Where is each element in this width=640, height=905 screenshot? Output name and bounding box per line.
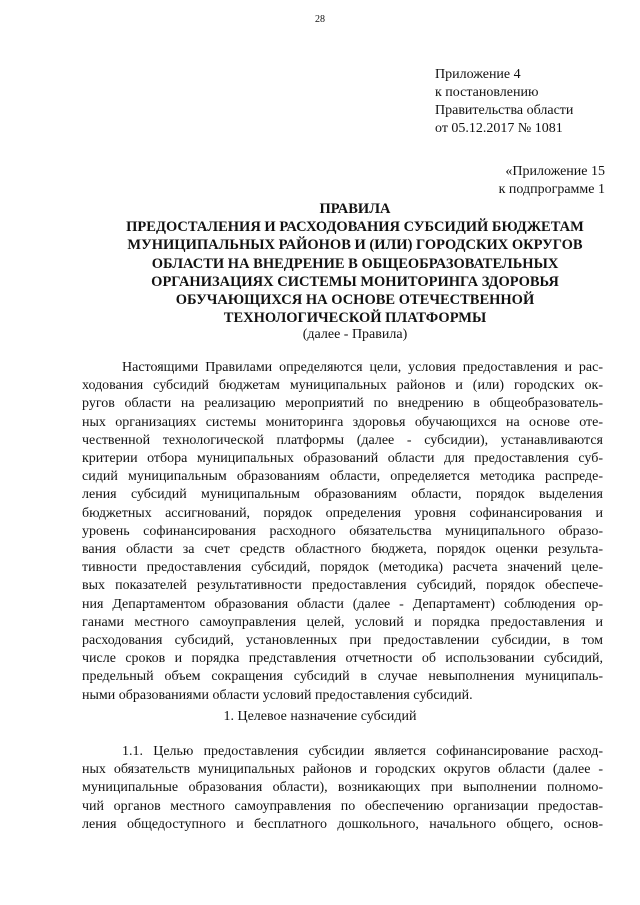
document-title [95,200,615,327]
appendix-line: Приложение 4 [435,67,521,82]
paragraph-line: муниципальные образования области), возникающих при выполнении полномо- [82,780,603,796]
paragraph-line: критерии отбора муниципальных образований области для предоставления суб- [82,451,603,467]
title-line: ОБЛАСТИ НА ВНЕДРЕНИЕ В ОБЩЕОБРАЗОВАТЕЛЬНЫХ [151,255,559,272]
paragraph-line: 1.1. Целью предоставления субсидии является софинансирование расход- [122,744,603,759]
paragraph-line: ных обязательств муниципальных районов и городских округов области (далее - [82,762,603,778]
title-line: ТЕХНОЛОГИЧЕСКОЙ ПЛАТФОРМЫ [223,310,487,327]
appendix-reference [435,66,573,138]
intro-paragraph [82,359,603,705]
section-paragraph [82,743,603,834]
paragraph-line: чий органов местного самоуправления по обеспечению организации предостав- [82,798,603,814]
paragraph-line: тивности предоставления субсидий, порядок (методика) расчета значений целе- [82,560,603,576]
title-line: ПРЕДОСТАЛЕНИЯ И РАСХОДОВАНИЯ СУБСИДИЙ БЮДЖЕТАМ [126,219,584,236]
title-note: (далее - Правила) [302,327,408,342]
paragraph-line: ходования субсидий бюджетам муниципальных районов и (или) городских ок- [82,378,603,394]
paragraph-line: чественной технологической платформы (далее - субсидии), устанавливаются [82,432,603,448]
paragraph-line: ния Департаментом образования области (далее - Департамент) соблюдения ор- [82,596,603,612]
sub-appendix-line: «Приложение 15 [505,164,605,179]
paragraph-line: предельный объем сокращения субсидий в случае невыполнения муниципаль- [82,669,603,685]
appendix-line: Правительства области [435,103,574,118]
paragraph-line: вания области за счет средств областного бюджета, порядок оценки результа- [82,542,603,558]
paragraph-line: ганами местного самоуправления целей, условий и порядка предоставления и [82,614,603,630]
paragraph-line: ными образованиями области условий предоставления субсидий. [82,687,473,703]
paragraph-line: ления субсидий муниципальным образованиям области, порядок выделения [82,487,603,503]
title-line: ПРАВИЛА [319,201,391,217]
section-heading: 1. Целевое назначение субсидий [223,709,417,724]
sub-appendix-line: к подпрограмме 1 [498,182,605,197]
appendix-line: к постановлению [435,85,539,100]
paragraph-line: Настоящими Правилами определяются цели, условия предоставления и рас- [122,360,603,375]
paragraph-line: вых показателей результативности предоставления субсидий, порядок обеспече- [82,578,603,594]
page-number: 28 [315,14,325,25]
paragraph-line: ных организациях системы мониторинга здоровья обучающихся на основе оте- [82,414,603,430]
paragraph-line: ления общедоступного и бесплатного дошкольного, начального общего, основ- [82,816,603,832]
paragraph-line: ругов области на реализацию мероприятий по внедрению в общеобразователь- [82,396,603,412]
title-line: ОРГАНИЗАЦИЯХ СИСТЕМЫ МОНИТОРИНГА ЗДОРОВЬЯ [151,273,559,290]
title-line: ОБУЧАЮЩИХСЯ НА ОСНОВЕ ОТЕЧЕСТВЕННОЙ [175,292,535,309]
sub-appendix-reference [499,163,605,199]
paragraph-line: бюджетных ассигнований, порядок определения уровня софинансирования и [82,505,603,521]
title-line: МУНИЦИПАЛЬНЫХ РАЙОНОВ И (ИЛИ) ГОРОДСКИХ ОКРУГОВ [127,237,583,254]
paragraph-line: расходования субсидий, установленных при предоставлении субсидии, в том [82,633,603,649]
paragraph-line: сидий муниципальным образованиям области, определяется методика распреде- [82,469,603,485]
paragraph-line: числе сроков и порядка представления отчетности об использовании субсидий, [82,651,603,667]
paragraph-line: уровень софинансирования расходного обязательства муниципального образо- [82,523,603,539]
appendix-line: от 05.12.2017 № 1081 [435,121,563,136]
